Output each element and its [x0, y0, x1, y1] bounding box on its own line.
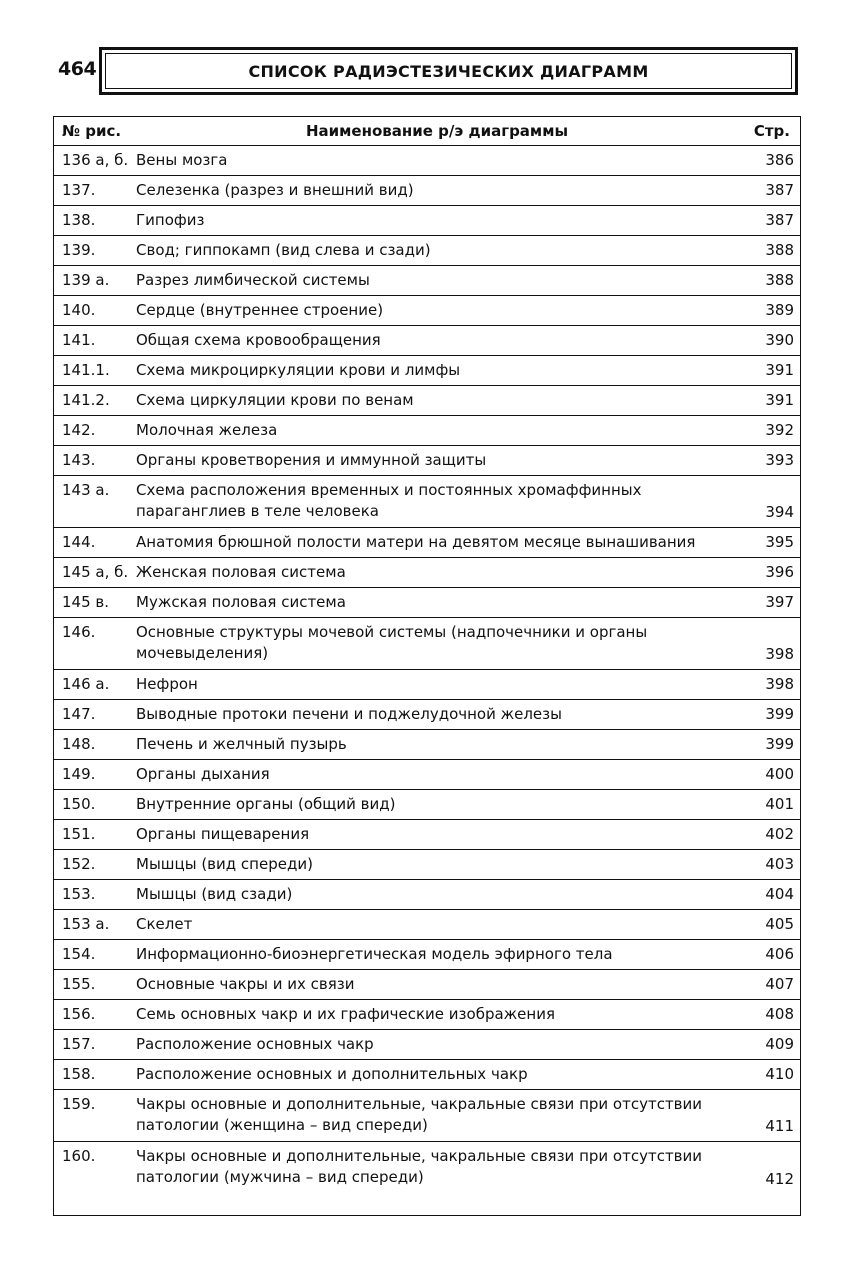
- row-page: 406: [765, 945, 794, 963]
- row-number: 155.: [62, 975, 96, 993]
- row-title: Семь основных чакр и их графические изображения: [136, 1005, 555, 1023]
- row-number: 138.: [62, 211, 96, 229]
- table-row: [54, 446, 800, 476]
- row-title: Основные чакры и их связи: [136, 975, 355, 993]
- row-page: 412: [765, 1170, 794, 1188]
- row-title: Чакры основные и дополнительные, чакральные связи при отсутствии патологии (женщина – вид спереди): [136, 1095, 703, 1134]
- row-title: Мышцы (вид сзади): [136, 885, 293, 903]
- table-body: [54, 146, 800, 1194]
- row-title: Общая схема кровообращения: [136, 331, 381, 349]
- row-page: 393: [765, 451, 794, 469]
- row-title: Основные структуры мочевой системы (надпочечники и органы мочевыделения): [136, 623, 648, 662]
- row-page: 390: [765, 331, 794, 349]
- row-number: 147.: [62, 705, 96, 723]
- table-row: [54, 588, 800, 618]
- row-title: Органы кроветворения и иммунной защиты: [136, 451, 487, 469]
- row-page: 391: [765, 391, 794, 409]
- table-row: [54, 820, 800, 850]
- table-row: [54, 296, 800, 326]
- header-num: № рис.: [62, 122, 122, 140]
- row-title: Разрез лимбической системы: [136, 271, 370, 289]
- row-page: 407: [765, 975, 794, 993]
- row-number: 146.: [62, 623, 96, 641]
- row-number: 149.: [62, 765, 96, 783]
- row-page: 397: [765, 593, 794, 611]
- row-page: 388: [765, 271, 794, 289]
- row-number: 145 в.: [62, 593, 110, 611]
- row-page: 402: [765, 825, 794, 843]
- row-page: 411: [765, 1117, 794, 1135]
- table-row: [54, 206, 800, 236]
- table-row: [54, 558, 800, 588]
- table-row: [54, 266, 800, 296]
- row-page: 398: [765, 675, 794, 693]
- row-page: 400: [765, 765, 794, 783]
- row-title: Чакры основные и дополнительные, чакральные связи при отсутствии патологии (мужчина – вид спереди): [136, 1147, 703, 1186]
- row-number: 158.: [62, 1065, 96, 1083]
- row-title: Схема микроциркуляции крови и лимфы: [136, 361, 461, 379]
- table-row: [54, 1090, 800, 1142]
- row-number: 145 а, б.: [62, 563, 129, 581]
- row-page: 408: [765, 1005, 794, 1023]
- table-row: [54, 670, 800, 700]
- row-title: Анатомия брюшной полости матери на девятом месяце вынашивания: [136, 533, 696, 551]
- row-page: 403: [765, 855, 794, 873]
- row-title: Женская половая система: [136, 563, 346, 581]
- row-number: 139.: [62, 241, 96, 259]
- row-title: Мужская половая система: [136, 593, 346, 611]
- row-title: Расположение основных чакр: [136, 1035, 374, 1053]
- row-page: 394: [765, 503, 794, 521]
- table-row: [54, 850, 800, 880]
- row-page: 391: [765, 361, 794, 379]
- row-number: 154.: [62, 945, 96, 963]
- row-page: 404: [765, 885, 794, 903]
- row-title: Селезенка (разрез и внешний вид): [136, 181, 414, 199]
- row-page: 389: [765, 301, 794, 319]
- table-row: [54, 326, 800, 356]
- table-row: [54, 1000, 800, 1030]
- row-page: 387: [765, 181, 794, 199]
- row-title: Гипофиз: [136, 211, 205, 229]
- row-page: 399: [765, 705, 794, 723]
- row-page: 395: [765, 533, 794, 551]
- header-name: Наименование р/э диаграммы: [305, 122, 569, 140]
- row-number: 136 а, б.: [62, 151, 129, 169]
- row-number: 160.: [62, 1147, 96, 1165]
- table-row: [54, 730, 800, 760]
- row-number: 159.: [62, 1095, 96, 1113]
- row-number: 146 а.: [62, 675, 110, 693]
- row-number: 140.: [62, 301, 96, 319]
- row-number: 148.: [62, 735, 96, 753]
- row-number: 141.1.: [62, 361, 110, 379]
- row-title: Свод; гиппокамп (вид слева и сзади): [136, 241, 431, 259]
- row-number: 143.: [62, 451, 96, 469]
- row-number: 156.: [62, 1005, 96, 1023]
- table-row: [54, 528, 800, 558]
- table-row: [54, 416, 800, 446]
- row-title: Скелет: [136, 915, 193, 933]
- row-number: 143 а.: [62, 481, 110, 499]
- row-title: Схема циркуляции крови по венам: [136, 391, 414, 409]
- table-row: [54, 700, 800, 730]
- row-title: Расположение основных и дополнительных чакр: [136, 1065, 528, 1083]
- table-row: [54, 476, 800, 528]
- row-page: 405: [765, 915, 794, 933]
- table-row: [54, 940, 800, 970]
- table-row: [54, 880, 800, 910]
- row-page: 401: [765, 795, 794, 813]
- table-row: [54, 356, 800, 386]
- table-header: [54, 117, 800, 146]
- table-row: [54, 1142, 800, 1194]
- row-title: Сердце (внутреннее строение): [136, 301, 384, 319]
- header-page: Стр.: [753, 122, 790, 140]
- row-title: Информационно-биоэнергетическая модель эфирного тела: [136, 945, 613, 963]
- row-number: 151.: [62, 825, 96, 843]
- row-number: 152.: [62, 855, 96, 873]
- row-number: 153 а.: [62, 915, 110, 933]
- row-page: 399: [765, 735, 794, 753]
- row-title: Схема расположения временных и постоянных хромаффинных параганглиев в теле человека: [136, 481, 642, 520]
- row-title: Мышцы (вид спереди): [136, 855, 313, 873]
- row-title: Нефрон: [136, 675, 198, 693]
- table-row: [54, 618, 800, 670]
- page-title: СПИСОК РАДИЭСТЕЗИЧЕСКИХ ДИАГРАММ: [248, 61, 649, 81]
- row-number: 153.: [62, 885, 96, 903]
- row-page: 410: [765, 1065, 794, 1083]
- table-row: [54, 1060, 800, 1090]
- page-number: 464: [58, 58, 97, 80]
- table-row: [54, 176, 800, 206]
- row-number: 142.: [62, 421, 96, 439]
- row-number: 141.2.: [62, 391, 110, 409]
- row-page: 396: [765, 563, 794, 581]
- table-row: [54, 1030, 800, 1060]
- row-page: 409: [765, 1035, 794, 1053]
- row-page: 392: [765, 421, 794, 439]
- row-number: 157.: [62, 1035, 96, 1053]
- row-page: 398: [765, 645, 794, 663]
- row-title: Печень и желчный пузырь: [136, 735, 347, 753]
- row-page: 386: [765, 151, 794, 169]
- table-row: [54, 146, 800, 176]
- row-page: 388: [765, 241, 794, 259]
- row-title: Вены мозга: [136, 151, 228, 169]
- table-row: [54, 970, 800, 1000]
- row-number: 137.: [62, 181, 96, 199]
- page-header: [99, 47, 798, 95]
- row-number: 150.: [62, 795, 96, 813]
- row-title: Молочная железа: [136, 421, 278, 439]
- row-number: 141.: [62, 331, 96, 349]
- toc-table: [53, 116, 801, 1216]
- row-page: 387: [765, 211, 794, 229]
- row-title: Выводные протоки печени и поджелудочной железы: [136, 705, 562, 723]
- table-row: [54, 236, 800, 266]
- table-row: [54, 910, 800, 940]
- row-number: 139 а.: [62, 271, 110, 289]
- row-title: Органы пищеварения: [136, 825, 310, 843]
- row-number: 144.: [62, 533, 96, 551]
- table-row: [54, 790, 800, 820]
- table-row: [54, 760, 800, 790]
- row-title: Органы дыхания: [136, 765, 270, 783]
- table-row: [54, 386, 800, 416]
- row-title: Внутренние органы (общий вид): [136, 795, 396, 813]
